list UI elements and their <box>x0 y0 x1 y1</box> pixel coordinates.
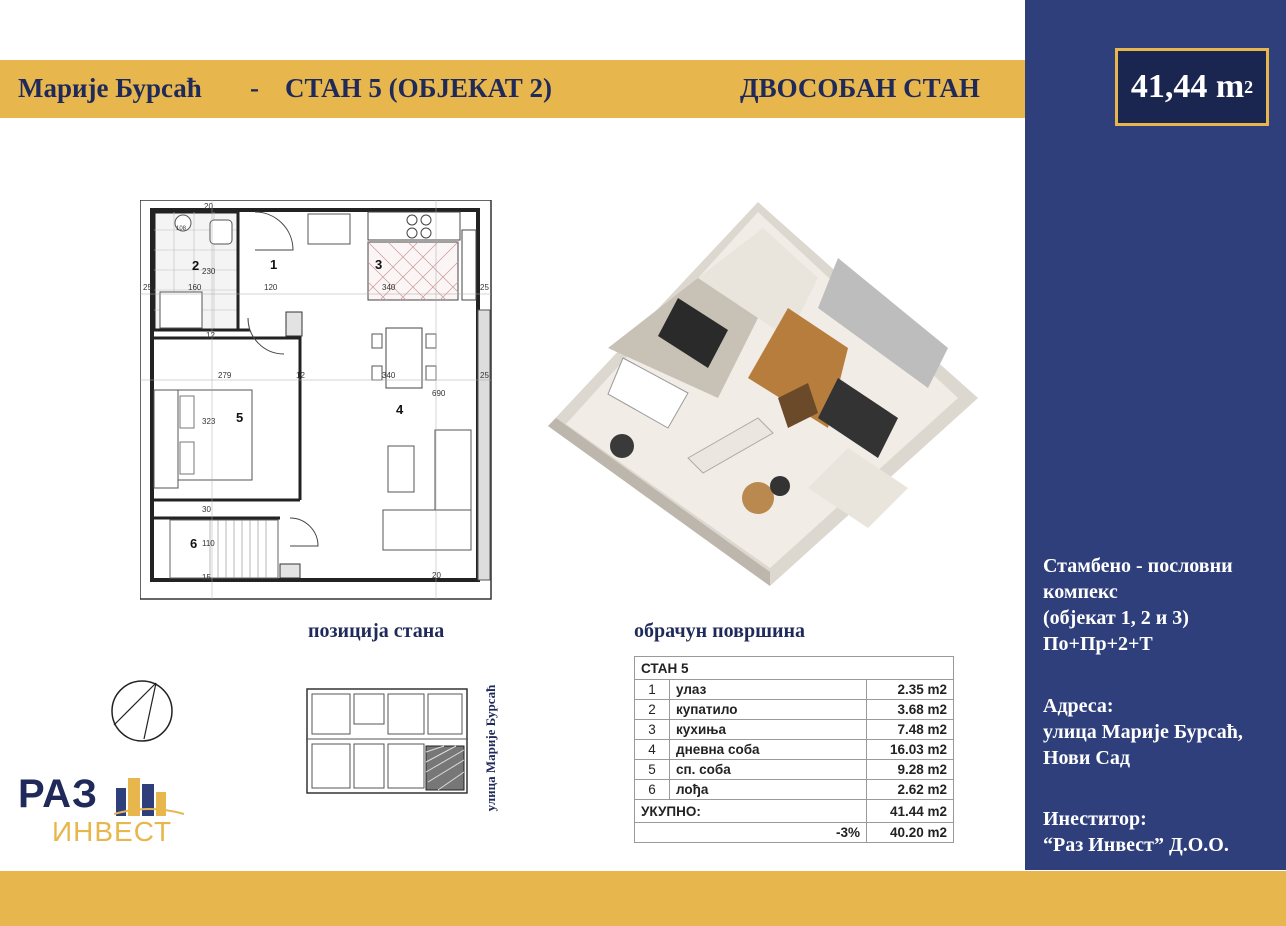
row-number: 6 <box>635 780 670 800</box>
dim-label: 20 <box>204 202 213 211</box>
dim-label: 12 <box>206 331 215 340</box>
total-label: УКУПНО: <box>635 800 867 823</box>
position-label: позиција стана <box>308 620 445 642</box>
table-row <box>635 720 954 740</box>
row-value: 9.28 m2 <box>867 760 954 780</box>
address-info <box>1043 693 1278 771</box>
complex-line: Стамбено - пословни <box>1043 555 1233 577</box>
dim-label: 340 <box>382 371 396 380</box>
dim-label: 25 <box>143 283 152 292</box>
row-name: дневна соба <box>670 740 867 760</box>
investor-line: “Раз Инвест” Д.О.О. <box>1043 834 1229 856</box>
area-badge <box>1115 48 1269 126</box>
isometric-view <box>548 198 980 590</box>
row-value: 3.68 m2 <box>867 700 954 720</box>
dim-label: 20 <box>432 571 441 580</box>
dim-label: 15 <box>202 573 211 582</box>
row-number: 1 <box>635 680 670 700</box>
room-number: 3 <box>375 257 383 272</box>
row-name: сп. соба <box>670 760 867 780</box>
dim-label: 160 <box>188 283 202 292</box>
reduced-value: 40.20 m2 <box>867 823 954 843</box>
complex-line: компекс <box>1043 581 1118 603</box>
room-number: 6 <box>190 536 198 551</box>
calc-label: обрачун површина <box>634 620 806 642</box>
header-separator: - <box>250 73 259 103</box>
row-number: 5 <box>635 760 670 780</box>
street-vertical-label: улица Марије Бурсаћ <box>483 684 498 812</box>
dim-label: 25 <box>480 371 489 380</box>
dim-label: 120 <box>264 283 278 292</box>
complex-line: По+Пр+2+Т <box>1043 633 1153 655</box>
table-row <box>635 680 954 700</box>
dim-label: 108 <box>176 226 187 232</box>
table-total-row <box>635 800 954 823</box>
dim-label: 690 <box>432 389 446 398</box>
table-row <box>635 740 954 760</box>
dim-label: 12 <box>296 371 305 380</box>
table-row <box>635 760 954 780</box>
complex-line: (објекат 1, 2 и 3) <box>1043 607 1189 629</box>
room-number: 1 <box>270 257 278 272</box>
investor-line: Инеститор: <box>1043 808 1147 830</box>
room-number: 2 <box>192 258 200 273</box>
row-number: 4 <box>635 740 670 760</box>
room-number: 5 <box>236 410 244 425</box>
row-number: 2 <box>635 700 670 720</box>
row-name: кухиња <box>670 720 867 740</box>
table-header-row <box>635 657 954 680</box>
row-value: 16.03 m2 <box>867 740 954 760</box>
dim-label: 230 <box>202 267 216 276</box>
footer-bar <box>0 871 1286 926</box>
dim-label: 340 <box>382 283 396 292</box>
row-name: улаз <box>670 680 867 700</box>
logo-name: РАЗ <box>18 772 99 816</box>
dim-label: 25 <box>480 283 489 292</box>
header-street: Марије Бурсаћ <box>18 73 202 103</box>
logo-subtitle: ИНВЕСТ <box>52 816 173 847</box>
total-value: 41.44 m2 <box>867 800 954 823</box>
dim-label: 110 <box>202 539 215 548</box>
row-name: купатило <box>670 700 867 720</box>
row-number: 3 <box>635 720 670 740</box>
row-value: 2.35 m2 <box>867 680 954 700</box>
table-title: СТАН 5 <box>635 657 954 680</box>
investor-info <box>1043 806 1278 858</box>
table-row <box>635 780 954 800</box>
company-logo <box>18 772 178 852</box>
areas-table <box>634 656 954 843</box>
reduced-label: -3% <box>635 823 867 843</box>
area-sup: 2 <box>1244 76 1254 97</box>
table-row <box>635 700 954 720</box>
compass-icon <box>110 679 174 743</box>
header-apartment-type: ДВОСОБАН СТАН <box>740 73 980 103</box>
dim-label: 30 <box>202 505 211 514</box>
row-value: 7.48 m2 <box>867 720 954 740</box>
area-value: 41,44 m <box>1130 68 1245 105</box>
dim-label: 323 <box>202 417 216 426</box>
row-name: лођа <box>670 780 867 800</box>
dim-label: 279 <box>218 371 232 380</box>
complex-info <box>1043 553 1278 657</box>
room-number: 4 <box>396 402 404 417</box>
address-line: Нови Сад <box>1043 747 1130 769</box>
header-unit: СТАН 5 (ОБЈЕКАТ 2) <box>285 73 552 103</box>
row-value: 2.62 m2 <box>867 780 954 800</box>
floor-plan <box>140 200 492 600</box>
position-plan <box>306 688 468 794</box>
table-reduced-row <box>635 823 954 843</box>
buildings-icon <box>114 774 184 818</box>
address-line: улица Марије Бурсаћ, <box>1043 721 1243 743</box>
address-line: Адреса: <box>1043 695 1114 717</box>
